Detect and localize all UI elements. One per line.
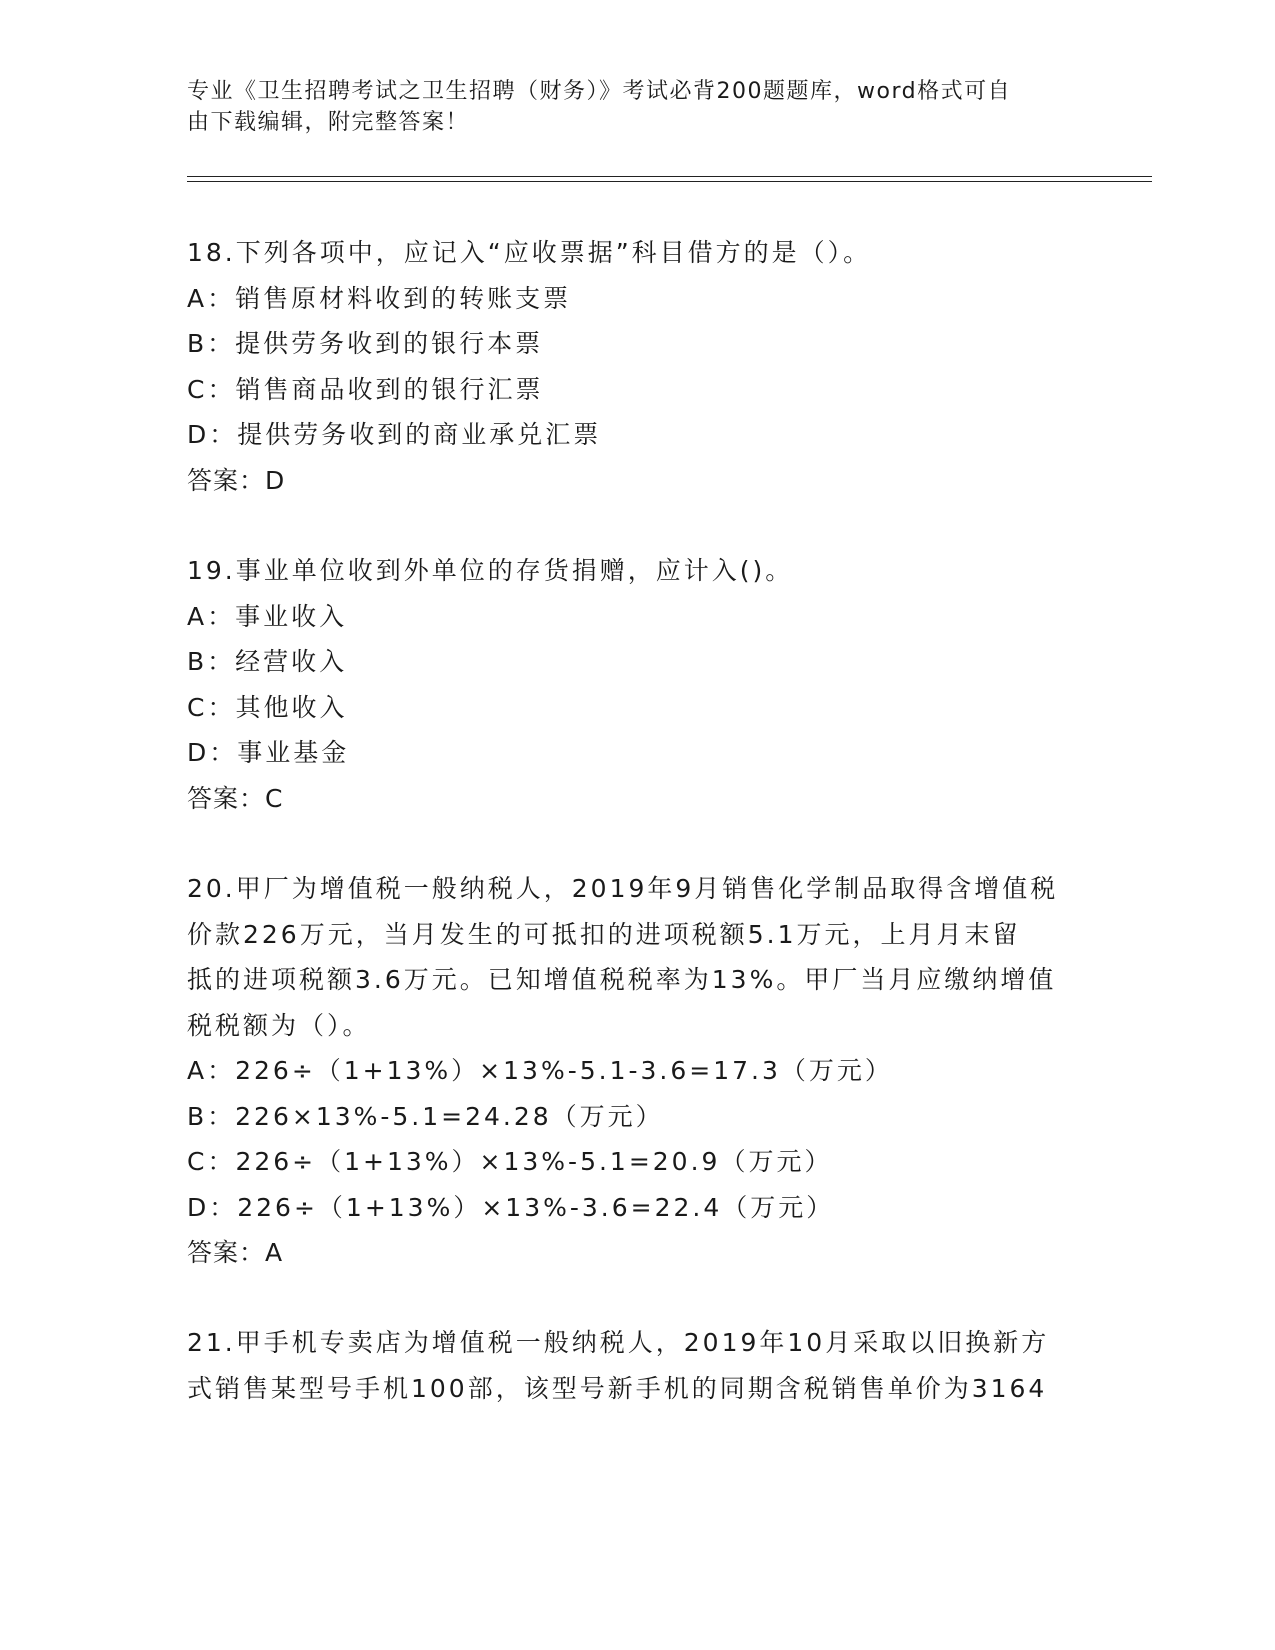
- answer-text: 答案：D: [187, 465, 286, 495]
- header-divider-bottom: [187, 181, 1152, 182]
- answer-text: 答案：A: [187, 1238, 284, 1267]
- header-divider-top: [187, 176, 1152, 177]
- option-d: D：事业基金: [187, 738, 350, 767]
- option-b: B：提供劳务收到的银行本票: [187, 329, 544, 358]
- header-line-1: 专业《卫生招聘考试之卫生招聘（财务）》考试必背200题题库，word格式可自: [187, 79, 1012, 104]
- answer-text: 答案：C: [187, 783, 284, 813]
- question-stem: 18.下列各项中，应记入“应收票据”科目借方的是（）。: [187, 238, 872, 267]
- option-d: D：226÷（1+13%）×13%-3.6=22.4（万元）: [187, 1192, 835, 1222]
- question-stem-line: 价款226万元，当月发生的可抵扣的进项税额5.1万元，上月月末留: [187, 919, 1021, 949]
- option-c: C：其他收入: [187, 692, 348, 722]
- question-stem-line: 抵的进项税额3.6万元。已知增值税税率为13%。甲厂当月应缴纳增值: [187, 965, 1057, 994]
- question-stem: 19.事业单位收到外单位的存货捐赠，应计入()。: [187, 556, 794, 585]
- option-a: A：事业收入: [187, 601, 348, 631]
- question-20: [187, 866, 1087, 1276]
- option-c: C：226÷（1+13%）×13%-5.1=20.9（万元）: [187, 1147, 833, 1176]
- option-d: D：提供劳务收到的商业承兑汇票: [187, 420, 602, 449]
- option-b: B：经营收入: [187, 647, 348, 676]
- question-stem-line: 式销售某型号手机100部，该型号新手机的同期含税销售单价为3164: [187, 1373, 1048, 1403]
- question-19: [187, 548, 1087, 821]
- document-header: [187, 76, 1067, 138]
- header-line-2: 由下载编辑，附完整答案！: [187, 110, 470, 135]
- option-a: A：226÷（1+13%）×13%-5.1-3.6=17.3（万元）: [187, 1056, 893, 1085]
- question-18: [187, 230, 1087, 503]
- question-stem-line: 21.甲手机专卖店为增值税一般纳税人，2019年10月采取以旧换新方: [187, 1328, 1050, 1357]
- question-stem-line: 20.甲厂为增值税一般纳税人，2019年9月销售化学制品取得含增值税: [187, 874, 1059, 903]
- option-a: A：销售原材料收到的转账支票: [187, 283, 572, 313]
- question-21: [187, 1320, 1087, 1411]
- question-stem-line: 税税额为（）。: [187, 1010, 371, 1040]
- option-b: B：226×13%-5.1=24.28（万元）: [187, 1101, 664, 1131]
- option-c: C：销售商品收到的银行汇票: [187, 374, 544, 404]
